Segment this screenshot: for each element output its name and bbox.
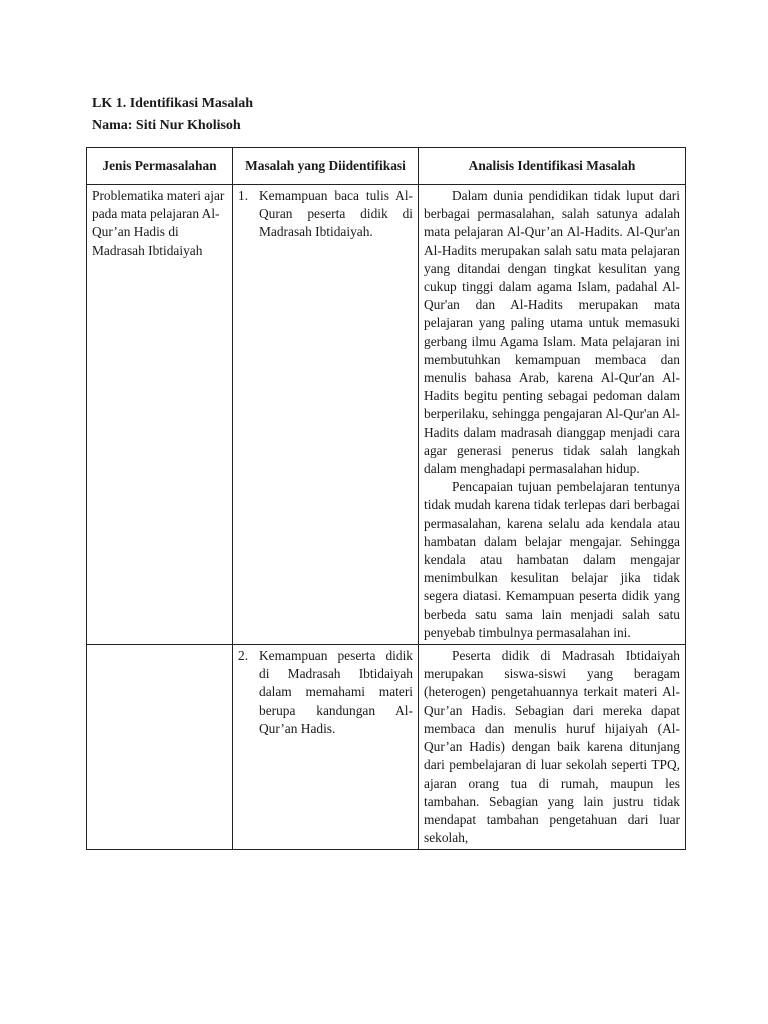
column-header-masalah: Masalah yang Diidentifikasi [233,148,419,185]
column-header-analisis: Analisis Identifikasi Masalah [419,148,686,185]
author-name: Nama: Siti Nur Kholisoh [92,118,241,133]
worksheet-title: LK 1. Identifikasi Masalah [92,96,254,111]
table-header-row [87,148,686,185]
table-row [87,185,686,645]
cell-masalah [233,645,419,850]
item-text: Kemampuan baca tulis Al-Quran peserta didik di Madrasah Ibtidaiyah. [259,188,413,240]
cell-masalah [233,185,419,645]
problem-identification-table [86,147,686,850]
item-text: Kemampuan peserta didik di Madrasah Ibtidaiyah dalam memahami materi berupa kandungan Al-Qur’an Hadis. [259,648,413,736]
analysis-paragraph: Dalam dunia pendidikan tidak luput dari berbagai permasalahan, salah satunya adalah mata pelajaran Al-Qur’an Al-Hadits. Al-Qur'an Al-Hadits merupakan salah satu mata pelajaran yang ditandai dengan tingkat kesulitan yang cukup tinggi dalam agama Islam, padahal Al-Qur'an dan Al-Hadits merupakan mata pelajaran yang paling utama untuk memasuki gerbang ilmu Agama Islam. Mata pelajaran ini membutuhkan kemampuan membaca dan menulis bahasa Arab, karena Al-Qur'an Al-Hadits begitu penting sebagai pedoman dalam berperilaku, sehingga pengajaran Al-Qur'an Al-Hadits dalam madrasah dianggap menjadi cara agar generasi penerus tidak salah langkah dalam menghadapi permasalahan hidup. [424,188,680,477]
table-row [87,645,686,850]
cell-jenis: Problematika materi ajar pada mata pelajaran Al-Qur’an Hadis di Madrasah Ibtidaiyah [87,185,233,645]
item-number: 2. [238,648,249,664]
column-header-jenis: Jenis Permasalahan [87,148,233,185]
cell-analisis [419,645,686,850]
cell-jenis [87,645,233,850]
analysis-paragraph: Peserta didik di Madrasah Ibtidaiyah merupakan siswa-siswi yang beragam (heterogen) pengetahuannya terkait materi Al-Qur’an Hadis. Sebagian dari mereka dapat membaca dan menulis huruf hijaiyah (Al-Qur’an Hadis) dengan baik karena ditunjang dari pembelajaran di luar sekolah seperti TPQ, ajaran orang tua di rumah, maupun les tambahan. Sebagian yang lain justru tidak mendapat tambahan pengetahuan dari luar sekolah, [424,648,680,846]
cell-analisis [419,185,686,645]
analysis-paragraph: Pencapaian tujuan pembelajaran tentunya tidak mudah karena tidak terlepas dari berbagai permasalahan, karena selalu ada kendala atau hambatan dalam belajar mengajar. Sehingga kendala atau hambatan dalam mengajar menimbulkan kesulitan belajar jika tidak segera diatasi. Kemampuan peserta didik yang berbeda satu sama lain menjadi salah satu penyebab timbulnya permasalahan ini. [424,479,680,640]
item-number: 1. [238,188,249,203]
document-header [92,93,253,137]
